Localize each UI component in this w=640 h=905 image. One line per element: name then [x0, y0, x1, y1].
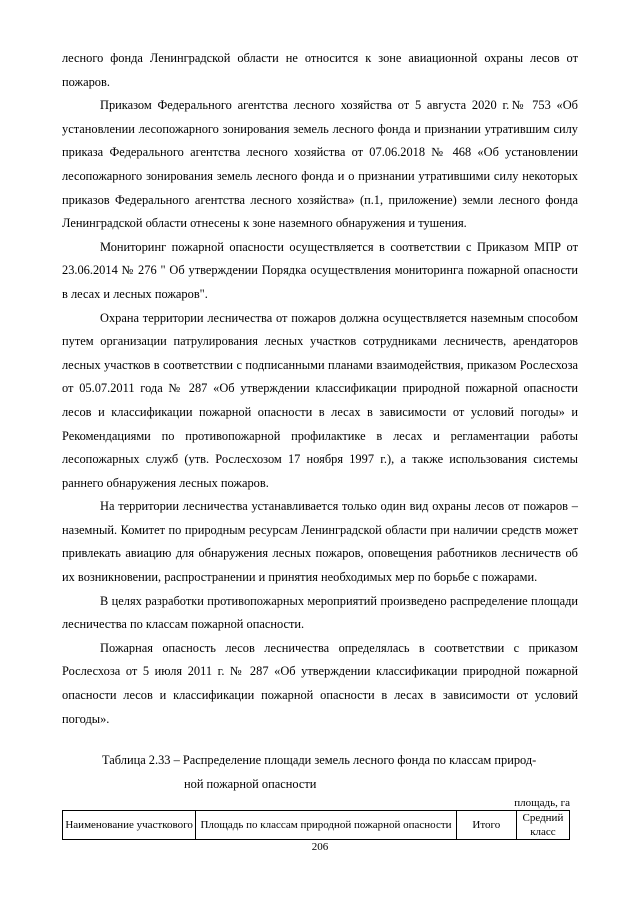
table-unit-label: площадь, га: [514, 797, 570, 809]
page-number: 206: [311, 841, 329, 853]
paragraph-2: Приказом Федерального агентства лесного хозяйства от 5 августа 2020 г.№ 753 «Об установлении лесопожарного зонирования земель лесного фонда и признании утратившим силу приказа Федерального агентства лесного хозяйства от 07.06.2018 № 468 «Об установлении лесопожарного зонирования земель лесного фонда и о признании утратившими силу некоторых приказов Федерального агентства лесного хозяйства» (п.1, приложение) земли лесного фонда Ленинградской области отнесены к зоне наземного обнаружения и тушения.: [62, 98, 578, 231]
paragraph-6: В целях разработки противопожарных мероприятий произведено распределение площади лесничества по классам пожарной опасности.: [62, 593, 578, 632]
paragraph-4: Охрана территории лесничества от пожаров должна осуществляется наземным способом путем организации патрулирования лесных участков сотрудниками лесничеств, арендаторов лесных участков в соответствии с подписанными планами взаимодействия, приказом Рослесхоза от 05.07.2011 года № 287 «Об утверждении классификации природной пожарной опасности лесов и классификации пожарной опасности в лесах в зависимости от условий погоды» и Рекомендациями по противопожарной профилактике в лесах и регламентации работы лесопожарных служб (утв. Рослесхозом 17 ноября 1997 г.), а также использования системы раннего обнаружения лесных пожаров.: [62, 310, 578, 490]
table-caption-line-2: ной пожарной опасности: [184, 776, 317, 791]
header-cell-avg-class: Средний класс: [516, 811, 569, 840]
paragraph-5: На территории лесничества устанавливается только один вид охраны лесов от пожаров – наземный. Комитет по природным ресурсам Ленинградской области при наличии средств может привлекать авиацию для обнаружения лесных пожаров, оповещения работников лесничеств об их возникновении, распространении и принятия необходимых мер по борьбе с пожарами.: [62, 499, 578, 585]
paragraph-1: лесного фонда Ленинградской области не относится к зоне авиационной охраны лесов от пожаров.: [62, 51, 578, 89]
paragraph-3: Мониторинг пожарной опасности осуществляется в соответствии с Приказом МПР от 23.06.2014 № 276 " Об утверждении Порядка осуществления мониторинга пожарной опасности в лесах и лесных пожаров".: [62, 239, 578, 301]
header-cell-area: Площадь по классам природной пожарной опасности: [196, 811, 457, 840]
header-cell-total: Итого: [456, 811, 516, 840]
fire-danger-table: [62, 810, 570, 840]
table-caption-line-1: Таблица 2.33 – Распределение площади земель лесного фонда по классам природ-: [102, 753, 537, 767]
paragraph-7: Пожарная опасность лесов лесничества определялась в соответствии с приказом Рослесхоза от 5 июля 2011 г. № 287 «Об утверждении классификации природной пожарной опасности лесов и классификации пожарной опасности в лесах в зависимости от условий погоды».: [62, 640, 578, 726]
body-text: [62, 47, 578, 731]
table-caption: [62, 749, 578, 796]
table-header-row: [63, 811, 570, 840]
header-cell-name: Наименование участкового: [63, 811, 196, 840]
